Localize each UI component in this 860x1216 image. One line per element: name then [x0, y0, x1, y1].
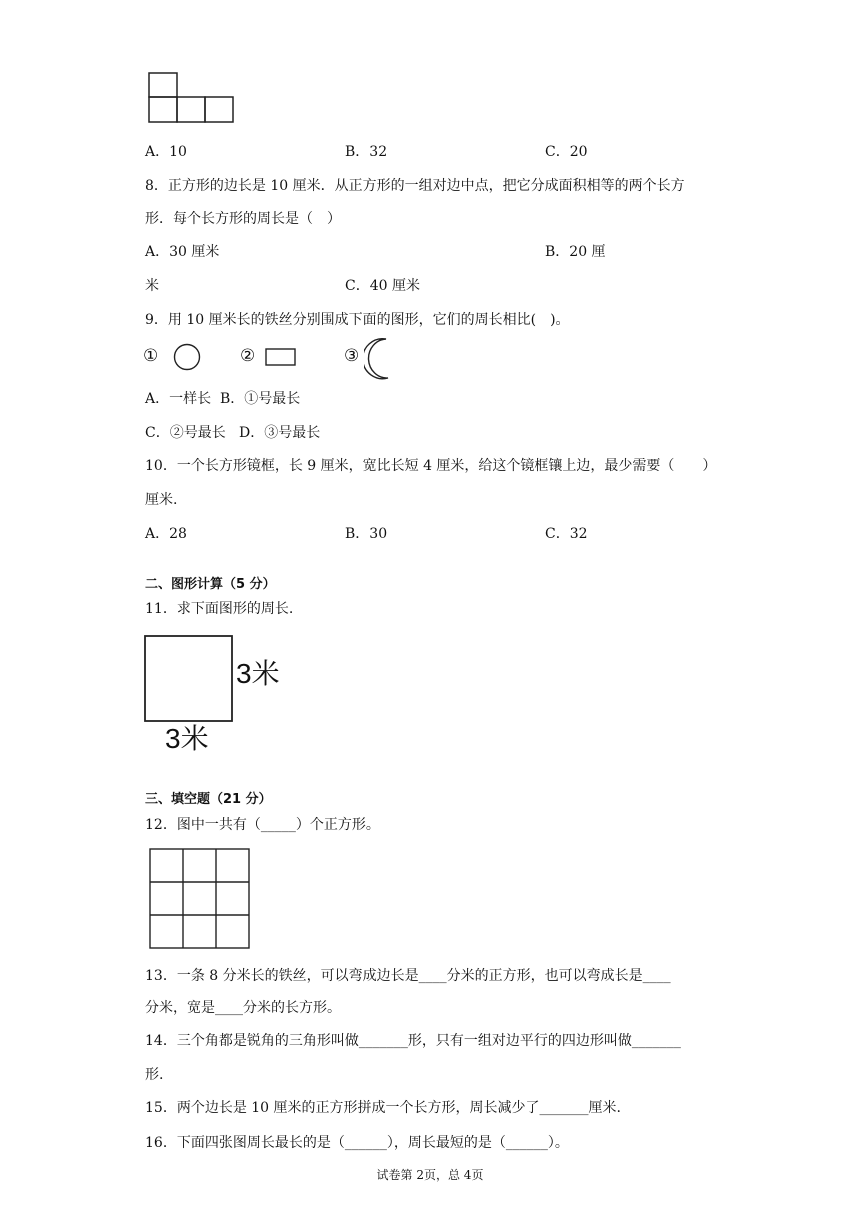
q8-option-b: B．20 厘: [545, 244, 606, 260]
q8-stem-line1: 8．正方形的边长是 10 厘米．从正方形的一组对边中点，把它分成面积相等的两个长方: [145, 178, 685, 194]
q10-stem-line2: 厘米.: [145, 492, 178, 508]
q8-option-b-continued: 米: [145, 278, 159, 294]
q9-options-row2: C．②号最长 D．③号最长: [145, 425, 321, 441]
q7-option-a: A．10: [145, 144, 187, 160]
q10-option-b: B．30: [345, 526, 388, 542]
q14-stem-line2: 形.: [145, 1067, 164, 1083]
q10-stem-line1: 10．一个长方形镜框，长 9 厘米，宽比长短 4 厘米，给这个镜框镶上边，最少需要（ ）: [145, 458, 717, 474]
q12-grid-figure: [148, 847, 252, 951]
q13-stem-line2: 分米，宽是____分米的长方形。: [145, 1000, 341, 1016]
q9-options-row1: A．一样长 B．①号最长: [145, 391, 301, 407]
q16-stem: 16．下面四张图周长最长的是（______），周长最短的是（______）。: [145, 1135, 569, 1151]
q9-figure-label-2: ②: [240, 346, 256, 366]
section-2-title: 二、图形计算（5 分）: [145, 577, 276, 592]
crescent-figure: [364, 336, 396, 382]
q11-square-figure: [143, 634, 235, 724]
q11-stem: 11．求下面图形的周长.: [145, 601, 294, 617]
section-3-title: 三、填空题（21 分）: [145, 792, 272, 807]
rectangle-figure: [264, 346, 298, 368]
q11-side-length-label: 3米: [236, 658, 280, 689]
q11-bottom-length-label: 3米: [165, 723, 209, 754]
q9-stem: 9．用 10 厘米长的铁丝分别围成下面的图形，它们的周长相比( )。: [145, 312, 570, 328]
q9-figure-label-1: ①: [143, 346, 159, 366]
q8-option-c: C．40 厘米: [345, 278, 420, 294]
q10-option-a: A．28: [145, 526, 187, 542]
q10-option-c: C．32: [545, 526, 588, 542]
circle-figure: [172, 342, 202, 372]
q7-squares-figure: [146, 70, 238, 126]
q7-option-b: B．32: [345, 144, 388, 160]
q14-stem-line1: 14．三个角都是锐角的三角形叫做_______形，只有一组对边平行的四边形叫做_______: [145, 1033, 681, 1049]
q7-option-c: C．20: [545, 144, 588, 160]
q13-stem-line1: 13．一条 8 分米长的铁丝，可以弯成边长是____分米的正方形，也可以弯成长是____: [145, 968, 671, 984]
q15-stem: 15．两个边长是 10 厘米的正方形拼成一个长方形，周长减少了_______厘米.: [145, 1100, 621, 1116]
page-footer: 试卷第 2页，总 4页: [376, 1168, 484, 1182]
q8-stem-line2: 形．每个长方形的周长是（ ）: [145, 211, 341, 227]
q9-figure-label-3: ③: [344, 346, 360, 366]
q8-option-a: A．30 厘米: [145, 244, 220, 260]
q12-stem: 12．图中一共有（_____）个正方形。: [145, 817, 380, 833]
